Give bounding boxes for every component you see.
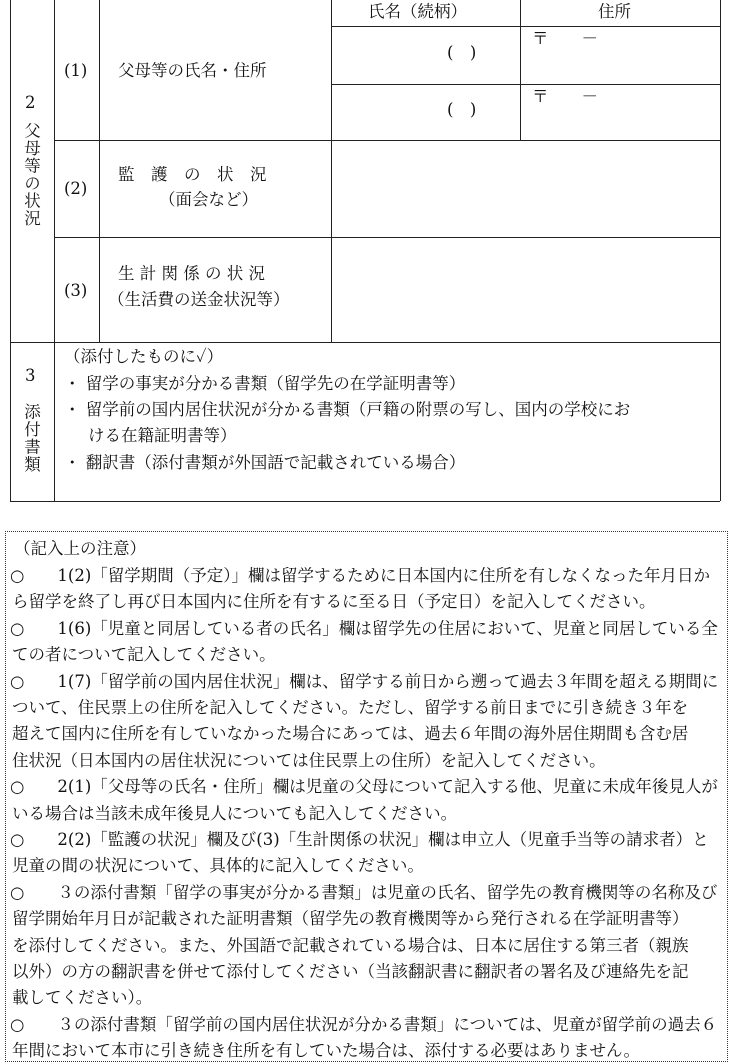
divider-v3 — [331, 0, 332, 342]
row3-number: (3) — [64, 281, 88, 300]
postal-code-1: 〒 － — [532, 29, 598, 48]
note-item-continued: 留学開始年月日が記載された証明書類（留学先の教育機関等から発行される在学証明書等） — [12, 909, 689, 929]
note-item-continued: 児童の間の状況について、具体的に記入してください。 — [12, 856, 424, 876]
row-line-1 — [54, 140, 720, 141]
divider-v4 — [520, 0, 521, 140]
note-item-continued: 以外）の方の翻訳書を併せて添付してください（当該翻訳書に翻訳者の署名及び連絡先を記 — [12, 962, 689, 981]
divider-v2 — [99, 0, 100, 342]
row1-number: (1) — [64, 61, 88, 80]
note-item: ○ 1(2)「留学期間（予定）」欄は留学するために日本国内に住所を有しなくなった年月日か — [10, 566, 711, 585]
note-item-continued: ついて、住民票上の住所を記入してください。ただし、留学する前日までに引き続き３年を — [12, 698, 689, 717]
attachment-item-continued: ける在籍証明書等） — [88, 426, 237, 445]
divider-v5 — [54, 342, 55, 501]
relation-paren-2: ( ) — [447, 100, 477, 119]
table-border-left — [10, 0, 11, 501]
attachments-intro: （添付したものに✓） — [64, 347, 224, 366]
note-item: ○ 1(7)「留学前の国内居住状況」欄は、留学する前日から遡って過去３年間を超える期間に — [10, 671, 719, 691]
header-underline — [331, 26, 720, 27]
note-item: ○ 1(6)「児童と同居している者の氏名」欄は留学先の住居において、児童と同居している全 — [10, 618, 718, 638]
note-item: ○ ３の添付書類「留学の事実が分かる書類」は児童の氏名、留学先の教育機関等の名称及び — [10, 882, 718, 902]
note-item: ○ ３の添付書類「留学前の国内居住状況が分かる書類」については、児童が留学前の過去６ — [10, 1014, 718, 1034]
section3-label: 添付書類 — [21, 403, 41, 473]
section2-number: 2 — [25, 93, 36, 112]
attachment-item: ・ 翻訳書（添付書類が外国語で記載されている場合） — [64, 453, 466, 472]
row2-label: 監 護 の 状 況 — [118, 165, 267, 184]
attachment-item: ・ 留学前の国内居住状況が分かる書類（戸籍の附票の写し、国内の学校にお — [64, 400, 631, 419]
notes-title: （記入上の注意） — [14, 539, 146, 558]
relation-paren-1: ( ) — [447, 43, 477, 62]
note-item-continued: 年間において本市に引き続き住所を有していた場合は、添付する必要はありません。 — [12, 1041, 640, 1061]
row3-sublabel: （生活費の送金状況等） — [108, 290, 290, 309]
column-name-header: 氏名（続柄） — [368, 2, 467, 21]
row2-sublabel: （面会など） — [159, 190, 258, 209]
table-border-bottom — [10, 501, 720, 502]
note-item-continued: 超えて国内に住所を有していなかった場合にあっては、過去６年間の海外居住期間も含む居 — [12, 724, 689, 744]
row1-mid-line — [331, 84, 720, 85]
note-item: ○ 2(1)「父母等の氏名・住所」欄は児童の父母について記入する他、児童に未成年後見人が — [10, 777, 718, 797]
row3-label: 生 計 関 係 の 状 況 — [118, 264, 265, 283]
note-item-continued: ての者について記入してください。 — [12, 645, 276, 665]
table-border-right — [720, 0, 721, 501]
column-address-header: 住所 — [598, 2, 631, 21]
note-item-continued: いる場合は当該未成年後見人についても記入してください。 — [12, 803, 458, 823]
note-item: ○ 2(2)「監護の状況」欄及び(3)「生計関係の状況」欄は申立人（児童手当等の請求者）と — [10, 830, 709, 849]
row-line-2 — [54, 237, 720, 238]
row2-number: (2) — [64, 179, 88, 198]
divider-v1 — [54, 0, 55, 342]
section2-label: 父母等の状況 — [21, 122, 41, 227]
attachment-item: ・ 留学の事実が分かる書類（留学先の在学証明書等） — [64, 374, 466, 393]
note-item-continued: ら留学を終了し再び日本国内に住所を有するに至る日（予定日）を記入してください。 — [12, 592, 656, 612]
postal-code-2: 〒 － — [532, 87, 598, 106]
section3-number: 3 — [25, 366, 36, 385]
section-line — [10, 342, 720, 343]
note-item-continued: を添付してください。また、外国語で記載されている場合は、日本に居住する第三者（親族 — [12, 935, 689, 955]
note-item-continued: 載してください）。 — [12, 988, 153, 1008]
note-item-continued: 住状況（日本国内の居住状況については住民票上の住所）を記入してください。 — [12, 750, 606, 770]
row1-label: 父母等の氏名・住所 — [118, 61, 267, 80]
